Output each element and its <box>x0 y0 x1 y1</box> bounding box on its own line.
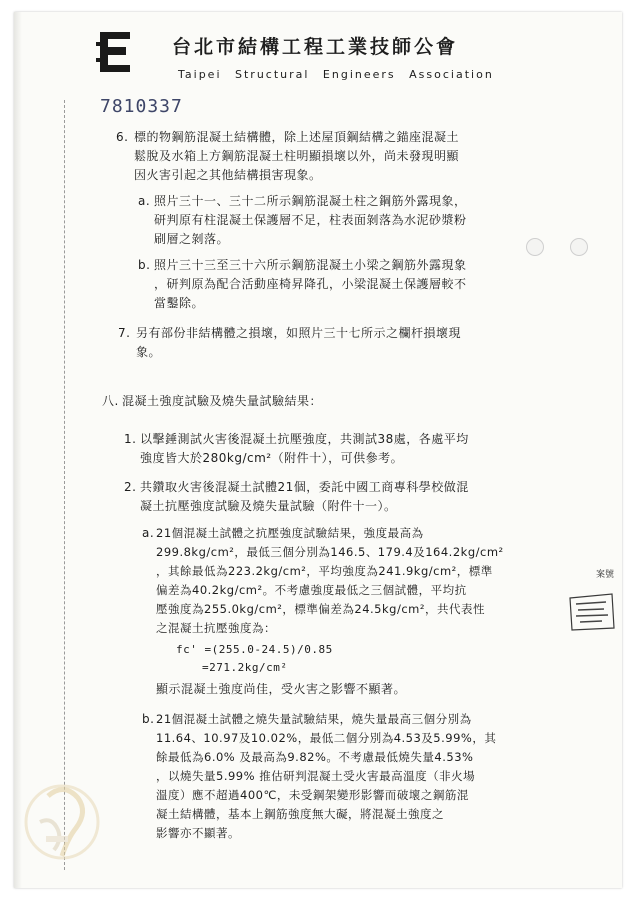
seal-stamp-icon <box>566 590 618 634</box>
text-line: 刷層之剝落。 <box>154 232 230 246</box>
text-line: 照片三十三至三十六所示鋼筋混凝土小梁之鋼筋外露現象 <box>154 258 467 272</box>
item-2a-marker: a. <box>142 526 155 540</box>
text-line: ，其餘最低為223.2kg/cm²，平均強度為241.9kg/cm²，標準 <box>156 564 493 578</box>
section-8-title: 混凝土強度試驗及燒失量試驗結果： <box>122 394 323 408</box>
item-6a-marker: a. <box>138 194 151 208</box>
item-2b-marker: b. <box>142 712 155 726</box>
association-name-english: Taipei Structural Engineers Association <box>178 68 494 81</box>
association-name-chinese: 台北市結構工程工業技師公會 <box>172 36 459 58</box>
text-line: 當鑿除。 <box>154 296 205 310</box>
text-line: 標的物鋼筋混凝土結構體，除上述屋頂鋼結構之錨座混凝土 <box>134 130 460 144</box>
text-line: 壓強度為255.0kg/cm²，標準偏差為24.5kg/cm²，共代表性 <box>156 602 485 616</box>
text-line: 影響亦不顯著。 <box>156 826 240 840</box>
text-line: 餘最低為6.0% 及最高為9.82%。不考慮最低燒失量4.53% <box>156 750 474 764</box>
text-line: ，研判原為配合活動座椅昇降孔，小梁混凝土保護層較不 <box>154 277 467 291</box>
item-6-text <box>134 128 459 185</box>
item-1-marker: 1. <box>124 432 137 446</box>
strength-formula-result: =271.2kg/cm² <box>202 661 288 674</box>
text-line: 以擊錘測試火害後混凝土抗壓強度，共測試38處，各處平均 <box>140 432 469 446</box>
item-6b-text <box>154 256 467 313</box>
strength-formula: fc' =(255.0-24.5)/0.85 <box>176 643 333 656</box>
document-number: 7810337 <box>100 96 183 117</box>
text-line: 溫度）應不超過400℃，未受鋼架變形影響而破壞之鋼筋混 <box>156 788 469 802</box>
text-line: 21個混凝土試體之燒失量試驗結果，燒失量最高三個分別為 <box>156 712 472 726</box>
watermark-emblem-icon <box>18 776 104 866</box>
text-line: 照片三十一、三十二所示鋼筋混凝土柱之鋼筋外露現象， <box>154 194 467 208</box>
text-line: 11.64、10.97及10.02%，最低二個分別為4.53及5.99%，其 <box>156 731 497 745</box>
item-2a-text <box>156 524 504 638</box>
text-line: 因火害引起之其他結構損害現象。 <box>134 168 322 182</box>
text-line: 299.8kg/cm²，最低三個分別為146.5、179.4及164.2kg/cm² <box>156 545 504 559</box>
item-7-text <box>136 324 461 362</box>
item-1-text <box>140 430 469 468</box>
text-line: 象。 <box>136 345 162 359</box>
text-line: 共鑽取火害後混凝土試體21個，委託中國工商專科學校做混 <box>140 480 469 494</box>
text-line: 21個混凝土試體之抗壓強度試驗結果，強度最高為 <box>156 526 424 540</box>
side-stamp-note: 案號 <box>596 570 615 580</box>
text-line: 凝土結構體，基本上鋼筋強度無大礙，將混凝土強度之 <box>156 807 444 821</box>
section-8-marker: 八. <box>102 394 119 408</box>
text-line: 研判原有柱混凝土保護層不足，柱表面剝落為水泥砂漿粉 <box>154 213 467 227</box>
text-line: 強度皆大於280kg/cm²（附件十），可供參考。 <box>140 451 404 465</box>
text-line: 另有部份非結構體之損壞，如照片三十七所示之欄杆損壞現 <box>136 326 462 340</box>
item-2b-text <box>156 710 496 843</box>
item-2-marker: 2. <box>124 480 137 494</box>
item-6-marker: 6. <box>116 130 129 144</box>
item-6b-marker: b. <box>138 258 151 272</box>
item-2-text <box>140 478 469 516</box>
text-line: ，以燒失量5.99% 推估研判混凝土受火害最高溫度（非火場 <box>156 769 476 783</box>
text-line: 偏差為40.2kg/cm²。不考慮強度最低之三個試體，平均抗 <box>156 583 467 597</box>
text-line: 鬆脫及水箱上方鋼筋混凝土柱明顯損壞以外，尚未發現明顯 <box>134 149 460 163</box>
text-line: 之混凝土抗壓強度為： <box>156 621 276 635</box>
item-2a-conclusion: 顯示混凝土強度尚佳，受火害之影響不顯著。 <box>156 682 407 696</box>
item-6a-text <box>154 192 467 249</box>
item-7-marker: 7. <box>118 326 131 340</box>
text-line: 凝土抗壓強度試驗及燒失量試驗（附件十一）。 <box>140 499 397 513</box>
